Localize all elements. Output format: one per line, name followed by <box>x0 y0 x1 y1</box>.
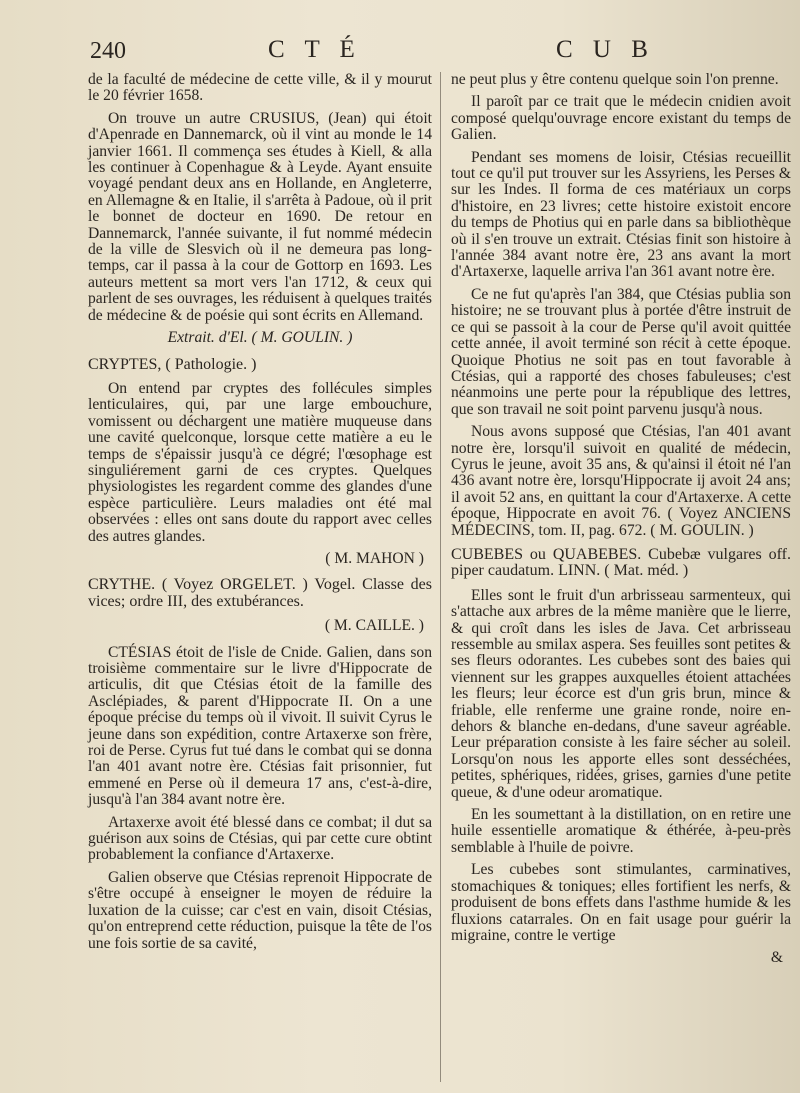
entry-heading: CUBEBES ou QUABEBES. Cubebæ vulgares off. piper caudatum. LINN. ( Mat. méd. ) <box>451 545 791 580</box>
paragraph: On trouve un autre CRUSIUS, (Jean) qui étoit d'Apenrade en Dannemarck, où il vint au monde le 14 janvier 1661. Il commença ses études à Kiell, & alla les continuer à Copenhague & à Leyde. Ayant ensuite voyagé pendant deux ans en Hollande, en Angleterre, en Allemagne & en Italie, il s'arrêta à Padoue, où il prit le bonnet de docteur en 1690. De retour en Dannemarck, l'année suivante, il fut nommé médecin de la ville de Slesvich où il ne demeura pas long-temps, car il passa à la cour de Gottorp en 1693. Les auteurs mettent sa mort vers l'an 1712, & ceux qui parlent de ses ouvrages, les réduisent à quelques traités de médecine & de poésie qui sont écrits en Allemand. <box>88 109 432 324</box>
entry-heading: CRYPTES, ( Pathologie. ) <box>88 355 257 373</box>
paragraph: de la faculté de médecine de cette ville, & il y mourut le 20 février 1658. <box>88 71 432 105</box>
paragraph: Galien observe que Ctésias reprenoit Hippocrate de s'être occupé à enseigner le moyen de réduire la luxation de la cuisse; car c'est en vain, disoit Ctésias, qu'on entreprend cette réduction, puisque la tête de l'os une fois sortie de sa cavité, <box>88 868 432 952</box>
left-column <box>88 72 432 958</box>
paragraph: Ce ne fut qu'après l'an 384, que Ctésias publia son histoire; ne se trouvant plus à portée d'être instruit de ce qui se passoit à la cour de Perse qu'il avoit quittée cette année, il avoit terminé son récit à cette époque. Quoique Photius ne soit pas en tout favorable à Ctésias, qui a rapporté des choses fabuleuses; c'est néanmoins une perte pour la république des lettres, que son travail ne soit point parvenu jusqu'à nous. <box>451 285 791 418</box>
right-running-head: C U B <box>556 36 655 63</box>
attribution: Extrait. d'El. ( M. GOULIN. ) <box>167 329 353 347</box>
paragraph: En les soumettant à la distillation, on en retire une huile essentielle aromatique & éthérée, à-peu-près semblable à l'huile de poivre. <box>451 806 791 856</box>
paragraph: Artaxerxe avoit été blessé dans ce combat; il dut sa guérison aux soins de Ctésias, qui par cette cure obtint probablement la confiance d'Artaxerxe. <box>88 813 432 864</box>
running-header <box>0 34 800 68</box>
left-running-head: C T É <box>268 36 362 63</box>
paragraph: Il paroît par ce trait que le médecin cnidien avoit composé quelqu'ouvrage encore existant du temps de Galien. <box>451 93 791 144</box>
attribution: ( M. CAILLE. ) <box>324 617 424 635</box>
paragraph: Elles sont le fruit d'un arbrisseau sarmenteux, qui s'attache aux arbres de la même manière que le lierre, & qui croît dans les isles de Java. Cet arbrisseau ressemble au smilax aspera. Ses feuilles sont petites & ses fleurs odorantes. Les cubebes sont des baies qui viennent sur les grappes auxquelles étoient attachées les fleurs; leur écorce est d'un gris brun, mince & friable, elle renferme une graine ronde, noire en-dehors & blanche en-dedans, d'une saveur agréable. Leur préparation consiste à les faire sécher au soleil. Lorsqu'on nous les apporte elles sont desséchées, petites, sphériques, ridées, grises, garnies d'une petite queue, & d'une odeur aromatique. <box>451 586 791 801</box>
paragraph: Nous avons supposé que Ctésias, l'an 401 avant notre ère, lorsqu'il suivoit en qualité de médecin, Cyrus le jeune, avoit 35 ans, & qu'ainsi il étoit né l'an 436 avant notre ère, lorsqu'Hippocrate ij avoit 24 ans; il avoit 52 ans, en quittant la cour d'Artaxerxe. A cette époque, Hippocrate en avoit 76. ( Voyez ANCIENS MÉDECINS, tom. II, pag. 672. ( M. GOULIN. ) <box>451 423 791 539</box>
attribution: ( M. MAHON ) <box>325 549 424 567</box>
right-column <box>451 72 791 977</box>
catchword: & <box>770 949 783 967</box>
paragraph: ne peut plus y être contenu quelque soin l'on prenne. <box>451 71 779 88</box>
paragraph: CTÉSIAS étoit de l'isle de Cnide. Galien, dans son troisième commentaire sur le livre d'Hippocrate de articulis, dit que Ctésias étoit de la famille des Asclépiades, & parent d'Hippocrate II. On a une époque précise du temps où il vivoit. Il suivit Cyrus le jeune dans son expédition, contre Artaxerxe son frère, roi de Perse. Cyrus fut tué dans le combat qui se donna l'an 401 avant notre ère. Ctésias fait prisonnier, fut emmené en Perse où il demeura 17 ans, c'est-à-dire, jusqu'à l'an 384 avant notre ère. <box>88 643 432 809</box>
entry-heading: CRYTHE. ( Voyez ORGELET. ) Vogel. Classe des vices; ordre III, des extubérances. <box>88 576 432 610</box>
paragraph: On entend par cryptes des follécules simples lenticulaires, qui, par une large embouchure, vomissent ou déchargent une matière muqueuse dans une cavité quelconque, lorsque cette matière a eu le temps de s'épaissir jusqu'à ce dégré; l'œsophage est singuliérement garni de ces cryptes. Quelques physiologistes les regardent comme des glandes d'une espèce particulière. Leurs maladies ont été mal observées : elles ont sans doute du rapport avec celles des autres glandes. <box>88 379 432 545</box>
column-divider <box>440 72 441 1082</box>
paragraph: Les cubebes sont stimulantes, carminatives, stomachiques & toniques; elles fortifient les nerfs, & produisent de bons effets dans l'asthme humide & les fluxions catarrales. On en fait usage pour guérir la migraine, contre le vertige <box>451 861 791 944</box>
paragraph: Pendant ses momens de loisir, Ctésias recueillit tout ce qu'il put trouver sur les Assyriens, les Perses & sur les Indes. Il forma de ces matériaux un corps d'histoire, en 23 livres; cette histoire existoit encore du temps de Photius qui en parle dans sa bibliothèque où il s'en trouve un extrait. Ctésias finit son histoire à l'année 384 avant notre ère, 23 ans avant la mort d'Artaxerxe, laquelle arriva l'an 361 avant notre ère. <box>451 148 791 281</box>
page-number: 240 <box>90 38 126 64</box>
